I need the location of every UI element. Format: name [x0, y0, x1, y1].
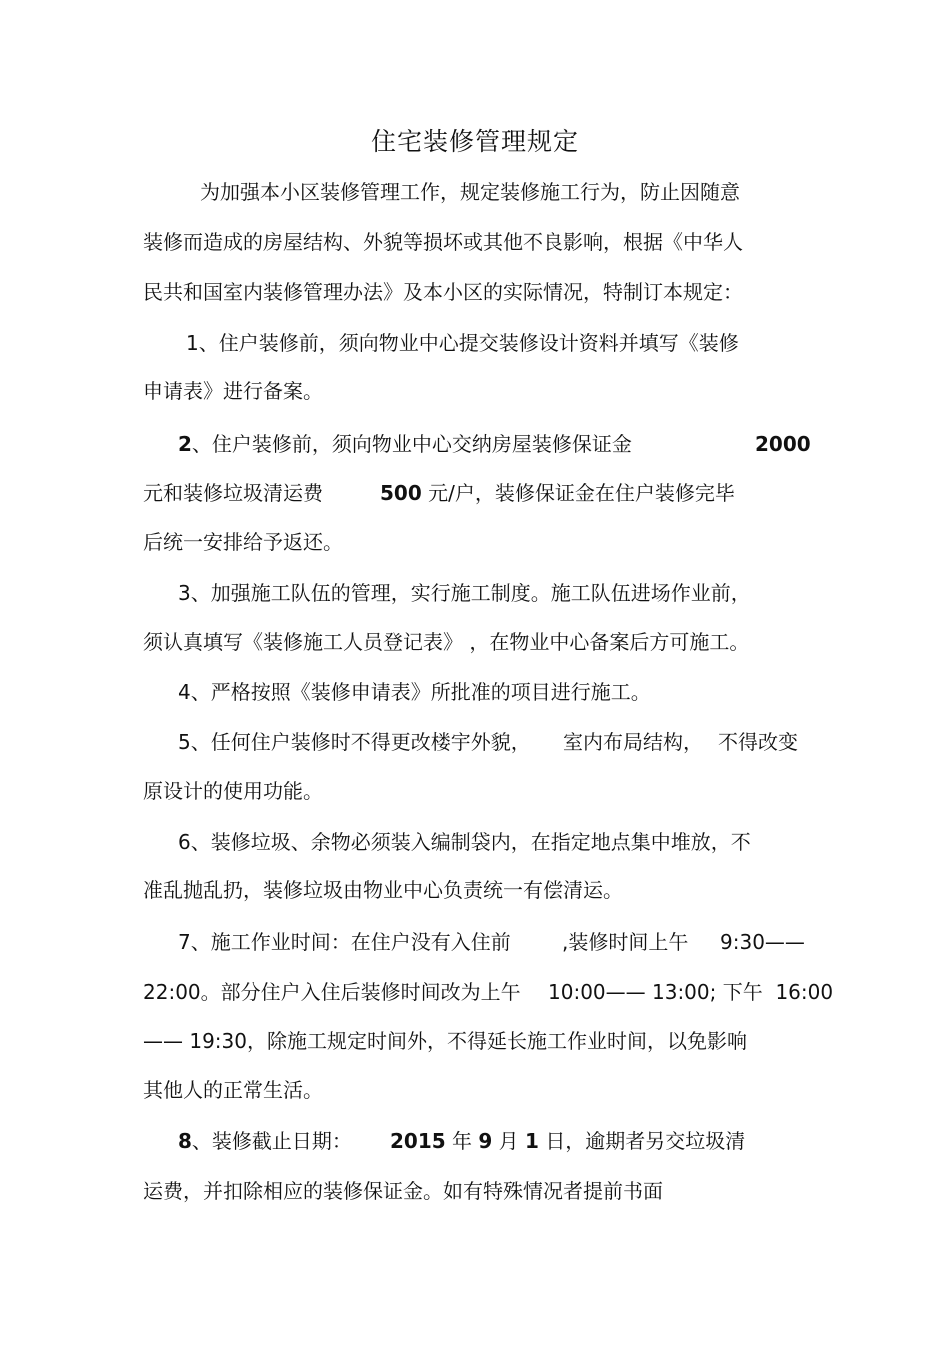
item-7-line-1b: ,装修时间上午: [562, 930, 689, 954]
item-2-line-2b: [380, 477, 735, 509]
item-8-line-2: 运费，并扣除相应的装修保证金。如有特殊情况者提前书面: [143, 1179, 663, 1203]
item-5-line-2: 原设计的使用功能。: [143, 779, 323, 803]
item-7-line-1a: 7、施工作业时间：在住户没有入住前: [178, 930, 511, 954]
item-8-line-1b: [390, 1125, 745, 1157]
item-2-fee-text: 元/户，装修保证金在住户装修完毕: [428, 481, 735, 505]
item-2-number: 2: [178, 432, 192, 456]
item-8-day: 1: [525, 1129, 539, 1153]
item-2-line-3: 后统一安排给予返还。: [143, 530, 343, 554]
item-6-line-2: 准乱抛乱扔，装修垃圾由物业中心负责统一有偿清运。: [143, 878, 623, 902]
item-2-line-1: [178, 428, 632, 460]
item-7-line-4: 其他人的正常生活。: [143, 1078, 323, 1102]
item-8-text: 日，逾期者另交垃圾清: [545, 1129, 746, 1153]
item-5-line-1c: 不得改变: [718, 730, 798, 754]
item-8-year: 2015: [390, 1129, 446, 1153]
intro-line-1: 为加强本小区装修管理工作，规定装修施工行为，防止因随意: [200, 180, 740, 204]
item-6-line-1: 6、装修垃圾、余物必须装入编制袋内，在指定地点集中堆放，不: [178, 830, 751, 854]
item-4-line-1: 4、严格按照《装修申请表》所批准的项目进行施工。: [178, 680, 651, 704]
document-title: 住宅装修管理规定: [370, 127, 579, 156]
intro-line-3: 民共和国室内装修管理办法》及本小区的实际情况，特制订本规定：: [143, 280, 743, 304]
item-2-deposit-amount: 2000: [755, 432, 811, 456]
item-1-line-1: 1、住户装修前，须向物业中心提交装修设计资料并填写《装修: [186, 331, 739, 355]
item-8-line-1a: [178, 1125, 352, 1157]
item-7-line-2a: 22:00。部分住户入住后装修时间改为上午: [143, 980, 521, 1004]
item-7-line-3: —— 19:30，除施工规定时间外，不得延长施工作业时间，以免影响: [143, 1029, 747, 1053]
item-2-text: 、住户装修前，须向物业中心交纳房屋装修保证金: [191, 432, 632, 456]
item-3-line-2: 须认真填写《装修施工人员登记表》 ，在物业中心备案后方可施工。: [143, 630, 750, 654]
intro-line-2: 装修而造成的房屋结构、外貌等损坏或其他不良影响，根据《中华人: [143, 230, 743, 254]
item-3-line-1: 3、加强施工队伍的管理，实行施工制度。施工队伍进场作业前，: [178, 581, 751, 605]
item-8-yue: 月: [498, 1129, 519, 1153]
item-1-line-2: 申请表》进行备案。: [143, 379, 323, 403]
item-7-line-2b: 10:00—— 13:00; 下午 16:00: [548, 980, 834, 1004]
item-5-line-1b: 室内布局结构，: [563, 730, 703, 754]
item-2-fee-amount: 500: [380, 481, 422, 505]
item-7-line-1c: 9:30——: [720, 930, 805, 954]
item-5-line-1a: 5、任何住户装修时不得更改楼宇外貌，: [178, 730, 531, 754]
item-8-month: 9: [478, 1129, 493, 1153]
item-8-nian: 年: [452, 1129, 473, 1153]
item-8-number: 8: [178, 1129, 192, 1153]
item-8-label: 、装修截止日期：: [191, 1129, 352, 1153]
item-2-line-2a: 元和装修垃圾清运费: [143, 481, 323, 505]
